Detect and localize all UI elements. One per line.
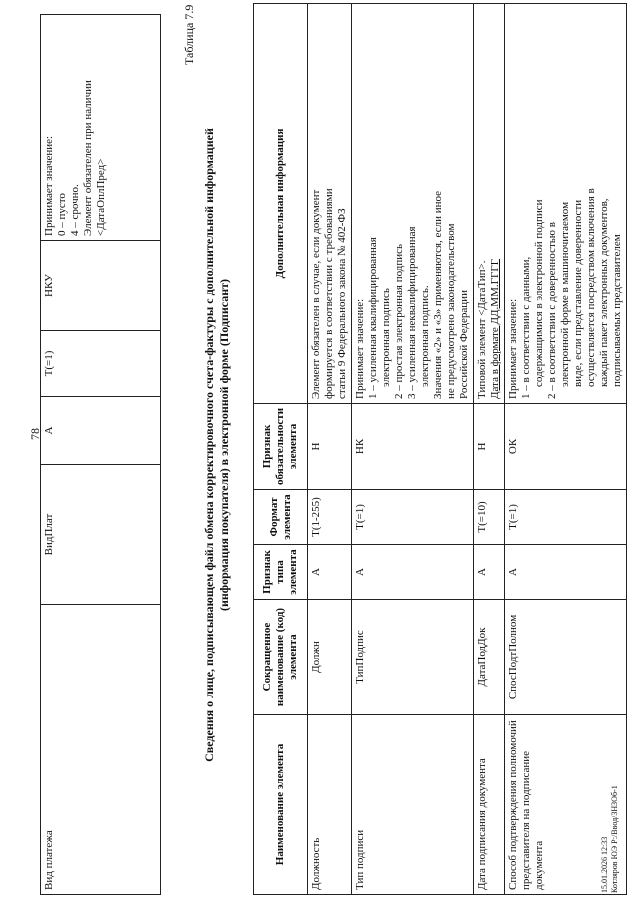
cell-info: Принимает значение: 1 – в соответствии с данными, содержащимися в электронной подписи 2 – в соответствии с доверенностью в электронной форме в машиночитаемом виде, если представление доверенности осуществляется посредством включения в каждый пакет электронных документов, подписываемых представителем	[505, 3, 627, 403]
cell-type: А	[308, 545, 352, 600]
header-required: Признак обязательности элемента	[254, 403, 308, 489]
cell-format: T(1-255)	[308, 490, 352, 545]
cell-required: Н	[474, 403, 505, 489]
cell-required: ОК	[505, 403, 627, 489]
cell-info: Типовой элемент <ДатаТип>. Дата в формате ДД.ММ.ГГГГ	[474, 3, 505, 403]
cell-format: T(=1)	[505, 490, 627, 545]
header-name: Наименование элемента	[254, 715, 308, 895]
cell-format: T(=10)	[474, 490, 505, 545]
page-number: 78	[28, 428, 42, 440]
table-row	[352, 3, 474, 894]
cell-info: Принимает значение: 0 – пусто 4 – срочно. Элемент обязателен при наличии <ДатаОплПред>	[41, 15, 161, 241]
table-row	[308, 3, 352, 894]
previous-table-fragment	[40, 14, 161, 895]
cell-type: А	[505, 545, 627, 600]
cell-code: ДатаПодДок	[474, 600, 505, 715]
header-code: Сокращенное наименование (код) элемента	[254, 600, 308, 715]
signer-table	[253, 3, 627, 895]
cell-info: Принимает значение: 1 – усиленная квалифицированная электронная подпись 2 – простая электронная подпись 3 – усиленная неквалифицированная электронная подпись. Значения «2» и «3» применяются, если иное не предусмотрено законодательством Российской Федерации	[352, 3, 474, 403]
cell-name: Вид платежа	[41, 605, 161, 895]
cell-name: Должность	[308, 715, 352, 895]
cell-name: Дата подписания документа	[474, 715, 505, 895]
cell-type: А	[352, 545, 474, 600]
header-row	[254, 3, 308, 894]
cell-required: НКУ	[41, 241, 161, 331]
cell-format: T(=1)	[41, 331, 161, 397]
print-footer: 15.01.2026 12:33 Котляров ЮЭ Р:/Ввод/ЗН3Об-1	[600, 785, 619, 893]
cell-code: СпосПодтПолном	[505, 600, 627, 715]
cell-format: T(=1)	[352, 490, 474, 545]
header-info: Дополнительная информация	[254, 3, 308, 403]
cell-type: А	[474, 545, 505, 600]
header-type: Признак типа элемента	[254, 545, 308, 600]
cell-code: ТипПодпис	[352, 600, 474, 715]
table-label: Таблица 7.9	[182, 4, 196, 65]
cell-code: Должн	[308, 600, 352, 715]
cell-info: Элемент обязателен в случае, если документ формируется в соответствии с требованиями статьи 9 Федерального закона № 402-ФЗ	[308, 3, 352, 403]
cell-name: Тип подписи	[352, 715, 474, 895]
cell-type: А	[41, 397, 161, 465]
cell-code: ВидПлат	[41, 465, 161, 605]
table-row	[505, 3, 627, 894]
table-caption: Сведения о лице, подписывающем файл обмена корректировочного счета-фактуры с дополнительной информацией (информация покупателя) в электронной форме (Подписант)	[202, 128, 231, 762]
table-row	[41, 15, 161, 895]
header-format: Формат элемента	[254, 490, 308, 545]
cell-name: Способ подтверждения полномочий представителя на подписание документа	[505, 715, 627, 895]
table-row	[474, 3, 505, 894]
cell-required: НК	[352, 403, 474, 489]
cell-required: Н	[308, 403, 352, 489]
